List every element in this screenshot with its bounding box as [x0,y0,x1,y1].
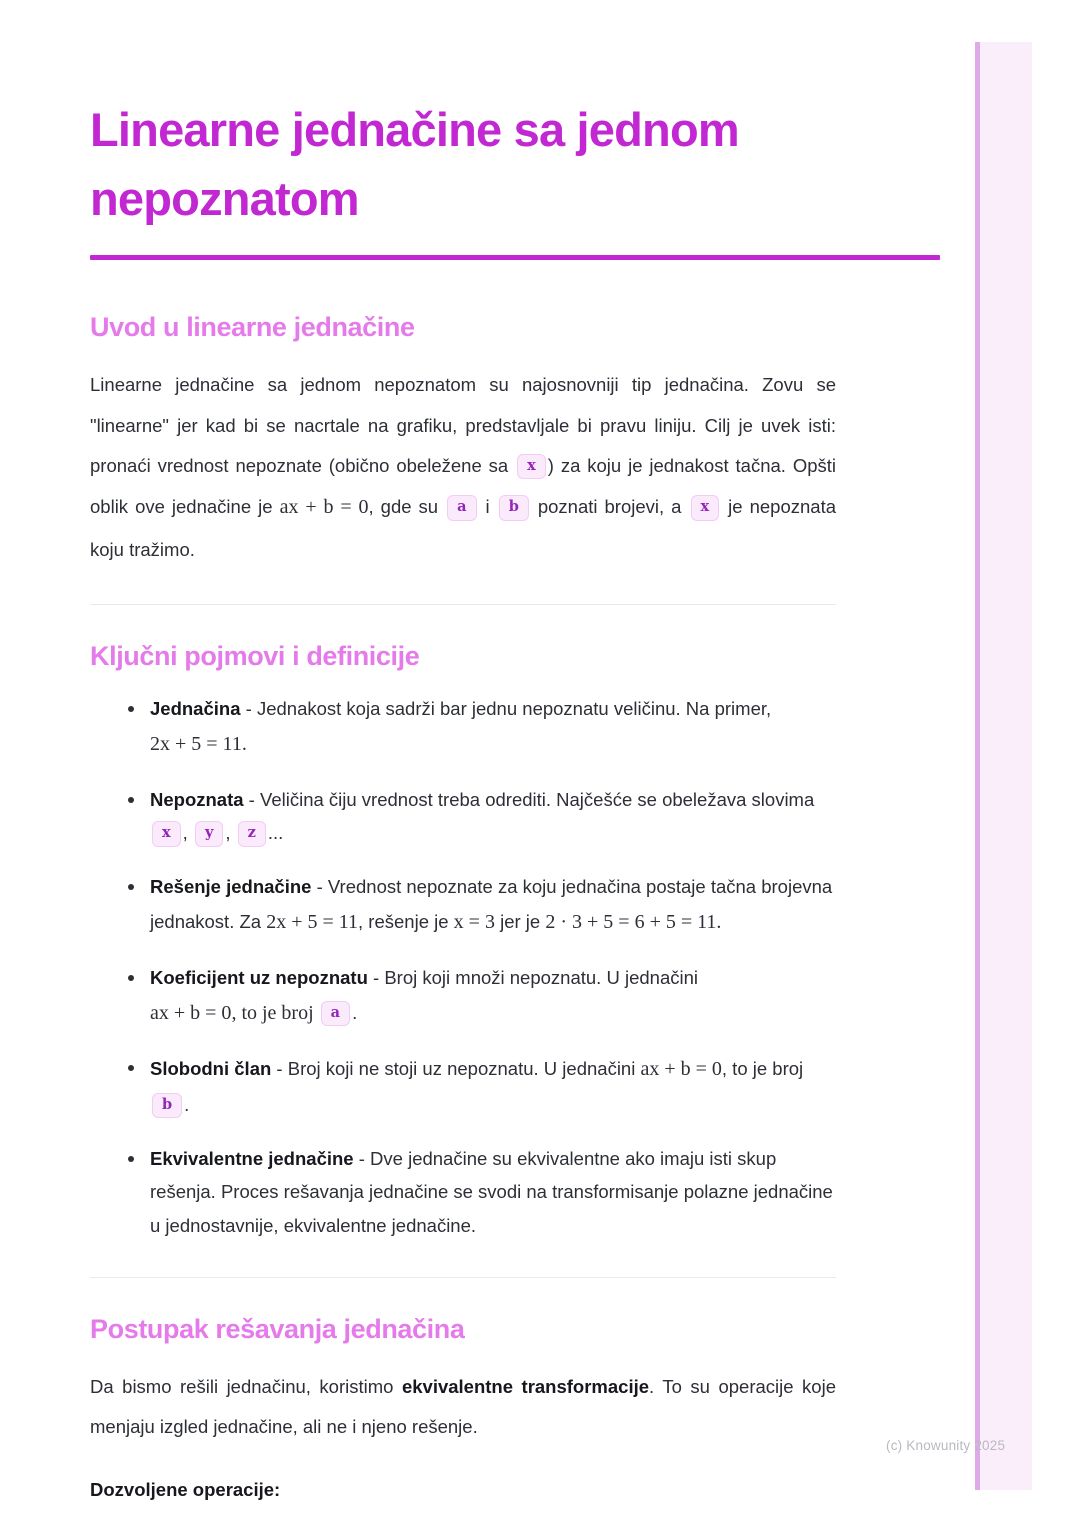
math-general-form: ax + b = 0 [279,496,369,519]
term-text-a: Dve jednačine su ekvivalentne ako imaju isti skup rešenja. Proces rešavanja jednačine se svodi na transformisanje polazne jednačine u jednostavnije, ekvivalentne jednačine. [150,1147,833,1237]
term-text-c: jer je [494,911,546,933]
key-terms-list [90,672,836,1243]
math-expression: ax + b = 0 [150,1001,232,1024]
math-expression-2: x = 3 [453,911,495,934]
code-badge-b: b [499,495,529,521]
code-badge-a: a [447,495,476,521]
intro-text-e: poznati brojevi, a [530,496,689,518]
term-dash: - [240,698,257,720]
allowed-operations-label [90,1448,836,1510]
code-badge-z: z [238,821,266,847]
term-sep-1: , [182,822,193,844]
procedure-paragraph [90,1345,836,1448]
page-title: Linearne jednačine sa jednom nepoznatom [90,103,739,225]
term-name: Nepoznata [150,788,244,810]
list-item [128,870,836,940]
intro-text-b: ) za koju je jednakost tačna. Opšti oblik ove jednačine je [90,454,836,518]
list-item [128,1051,836,1121]
term-text-a: Veličina čiju vrednost treba odrediti. Najčešće se obeležava slovima [260,788,815,810]
term-dash: - [243,788,260,810]
term-name: Rešenje jednačine [150,876,312,898]
list-item [128,1142,836,1244]
document-content [90,0,836,1510]
term-text-b: , to je broj [721,1058,804,1080]
code-badge-y: y [195,821,223,847]
code-badge-x-2: x [691,495,720,521]
intro-text-d: i [478,496,497,518]
math-expression: 2x + 5 = 11 [150,732,242,755]
intro-text-a: Linearne jednačine sa jednom nepoznatom su najosnovniji tip jednačina. Zovu se "linearne" jer kad bi se nacrtale na grafiku, predstavljale bi pravu liniju. Cilj je uvek isti: pronaći vrednost nepoznate (obično obeležene sa [90,374,836,476]
term-dash: - [353,1147,371,1169]
term-text-b: . [241,732,247,755]
math-expression: ax + b = 0 [640,1058,722,1081]
math-expression-3: 2 · 3 + 5 = 6 + 5 = 11 [545,911,717,934]
term-text-b: ... [267,822,284,844]
term-text-c: . [184,1093,190,1115]
term-dash: - [311,876,328,898]
intro-paragraph [90,343,836,570]
procedure-text-b: . To su operacije koje menjaju izgled jednačine, ali ne i njeno rešenje. [90,1376,836,1438]
list-item [128,783,836,851]
right-accent-stripe-edge [975,42,980,1490]
term-name: Slobodni član [150,1058,272,1080]
term-text-a: Jednakost koja sadrži bar jednu nepoznatu veličinu. Na primer, [256,698,772,720]
term-text-a: Broj koji množi nepoznatu. U jednačini [384,966,698,988]
term-dash: - [271,1058,288,1080]
section-heading-intro: Uvod u linearne jednačine [90,312,415,343]
intro-text-f: je nepoznata koju tražimo. [90,496,837,560]
term-name: Jednačina [150,698,241,720]
copyright-watermark: (c) Knowunity 2025 [886,1438,1006,1453]
term-text-b: , to je broj [231,1001,319,1024]
term-name: Koeficijent uz nepoznatu [150,966,368,988]
list-item [128,961,836,1031]
code-badge-a: a [321,1001,350,1027]
code-badge-b: b [152,1093,182,1119]
code-badge-x: x [152,821,181,847]
intro-text-c: , gde su [368,496,446,518]
term-text-a: Broj koji ne stoji uz nepoznatu. U jednačini [287,1058,641,1080]
allowed-operations-text: Dozvoljene operacije: [90,1478,281,1500]
math-expression-1: 2x + 5 = 11 [266,911,359,934]
procedure-text-a: Da bismo rešili jednačinu, koristimo [90,1376,402,1398]
term-text-b: , rešenje je [358,911,454,933]
section-heading-terms: Ključni pojmovi i definicije [90,641,420,672]
term-text-d: . [716,911,722,934]
term-sep-2: , [225,822,236,844]
right-accent-stripe [975,42,1032,1490]
procedure-emphasis: ekvivalentne transformacije [401,1376,650,1398]
list-item [128,692,836,762]
term-dash: - [367,966,385,988]
section-heading-procedure: Postupak rešavanja jednačina [90,1314,465,1345]
term-text-c: . [352,1001,358,1023]
term-text-a: Vrednost nepoznate za koju jednačina postaje tačna brojevna jednakost. Za [150,876,833,933]
term-name: Ekvivalentne jednačine [150,1147,354,1169]
code-badge-x: x [517,454,546,480]
